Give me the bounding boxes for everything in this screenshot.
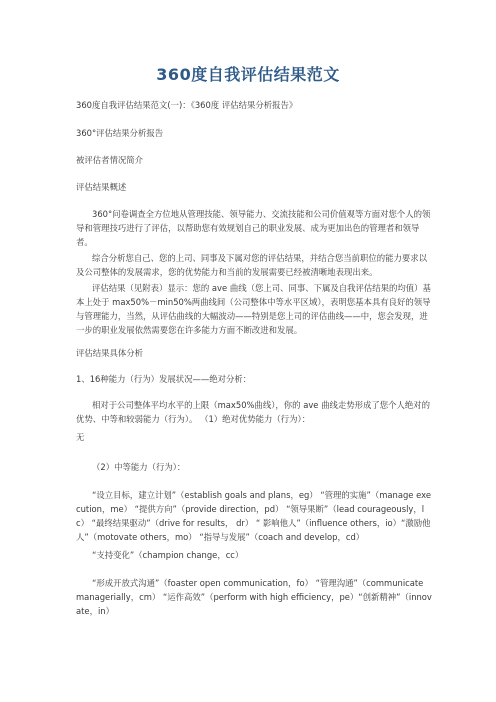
paragraph-champion-change: “支持变化”（champion change，cc） (92, 550, 244, 560)
heading-detail-analysis: 评估结果具体分析 (76, 348, 143, 358)
paragraph-results: 评估结果（见附表）显示：您的 ave 曲线（您上司、同事、下属及自我评估结果的均值）基本上处于 max50%－min50%两曲线间（公司整体中等水平区域），表明您基本具有良好的领导与管理能力，当然，从评估曲线的大幅波动——特别是您上司的评估曲线——中，您会发现，进一步的职业发展依然需要您在许多能力方面不断改进和发展。 (76, 283, 431, 335)
heading-profile: 被评估者情况简介 (76, 155, 143, 165)
paragraph-intro: 360°问卷调查全方位地从管理技能、领导能力、交流技能和公司价值观等方面对您个人的领导和管理技巧进行了评估，以帮助您有效规划自己的职业发展、成为更加出色的管理者和领导者。 (76, 209, 431, 247)
paragraph-subtitle: 360度自我评估结果范文(一)：《360度 评估结果分析报告》 (76, 100, 298, 110)
paragraph-medium-list: “设立目标，建立计划”（establish goals and plans，eg） “管理的实施”（manage execution，me） “提供方向”（provide direction，pd） “领导果断”（lead courageously，lc） “最终结果驱动”（drive for results， dr） “ 影响他人”（influence others，io）“激励他人”（motovate others，mo） “指导与发展”（coach and develop，cd） (76, 490, 431, 542)
heading-16-abilities: 1、16种能力（行为）发展状况——绝对分析： (76, 374, 252, 384)
paragraph-relative: 相对于公司整体平均水平的上限（max50%曲线），你的 ave 曲线走势形成了您个人绝对的优势、中等和较弱能力（行为）。 （1）绝对优势能力（行为）： (76, 400, 430, 424)
paragraph-communication-list: “形成开放式沟通”（foaster open communication，fo） “管理沟通”（communicate managerially，cm） “运作高效”（perform with high efficiency，pe）“创新精神”（innovate，in） (76, 578, 432, 616)
paragraph-report-name: 360°评估结果分析报告 (76, 128, 164, 138)
paragraph-none: 无 (76, 432, 85, 442)
document-title: 360度自我评估结果范文 (156, 65, 340, 84)
paragraph-summary: 综合分析您自己、您的上司、同事及下属对您的评估结果，并结合您当前职位的能力要求以及公司整体的发展需求，您的优势能力和当前的发展需要已经被清晰地表现出来。 (76, 253, 427, 277)
heading-overview: 评估结果概述 (76, 182, 127, 192)
heading-medium-abilities: （2）中等能力（行为）： (92, 462, 186, 472)
